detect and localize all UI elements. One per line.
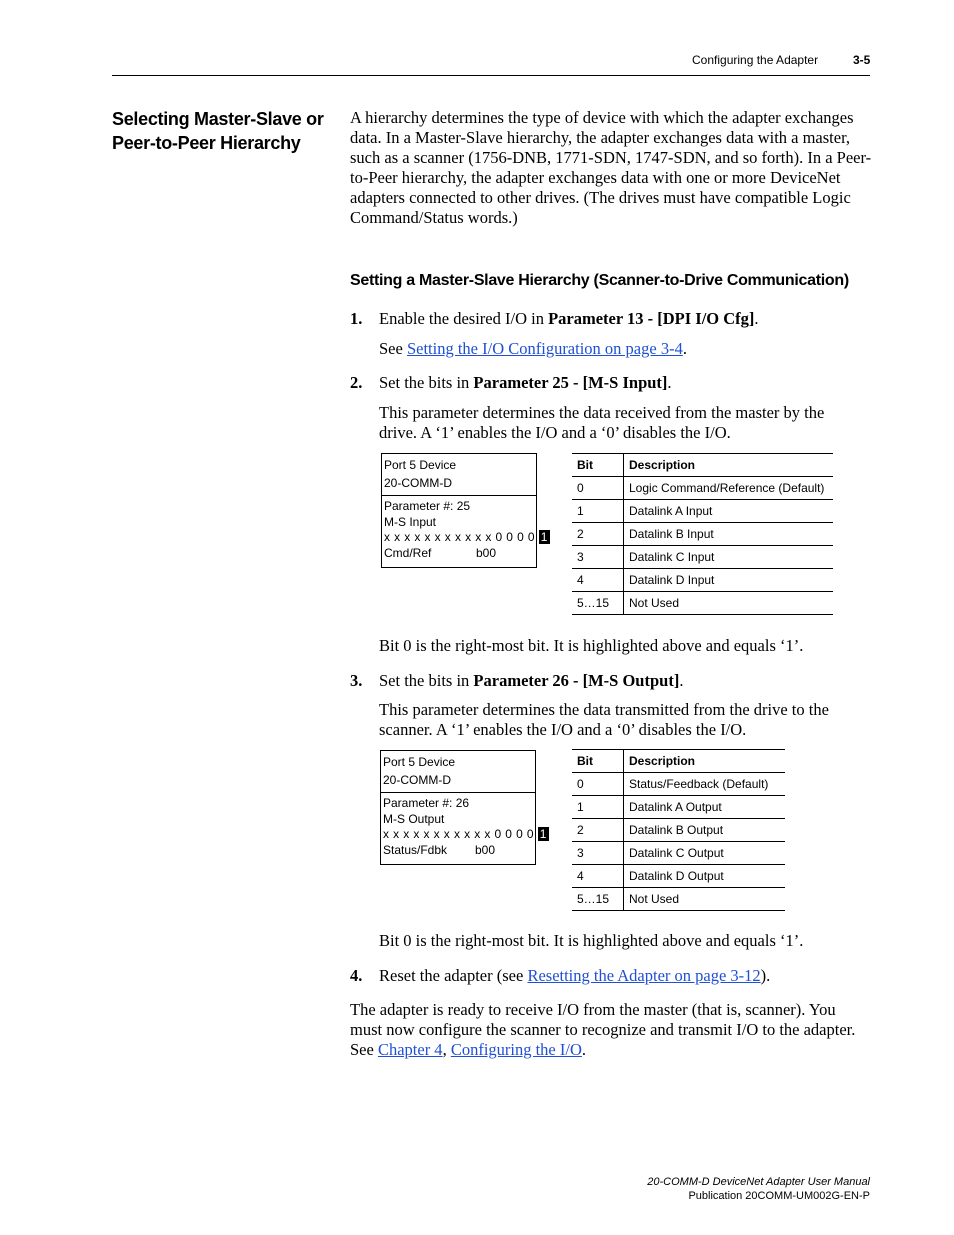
cell-description: Datalink C Input [624,546,834,569]
table-row [572,796,785,819]
cell-bit: 4 [572,865,624,888]
him-bit-string [383,827,547,843]
step3-desc-line2: scanner. A ‘1’ enables the I/O and a ‘0’ disables the I/O. [379,720,747,739]
table-row [572,773,785,796]
cell-bit: 1 [572,500,624,523]
footer-manual-title: 20-COMM-D DeviceNet Adapter User Manual [647,1176,870,1188]
him-device: 20-COMM-D [383,773,451,787]
him-display-ms-output [380,750,547,865]
step3-note: Bit 0 is the right-most bit. It is highlighted above and equals ‘1’. [379,931,804,950]
him-footer-right: b00 [475,545,496,560]
table-row [572,842,785,865]
section-heading-line1: Selecting Master-Slave or [112,109,324,129]
running-header-title: Configuring the Adapter [692,53,819,67]
step1-text [379,309,759,329]
step2-number: 2. [350,373,363,392]
table-header-row [572,454,833,477]
table-row [572,477,833,500]
him-display-header [381,751,535,793]
step2-desc-line2: drive. A ‘1’ enables the I/O and a ‘0’ disables the I/O. [379,423,731,442]
cell-description: Logic Command/Reference (Default) [624,477,834,500]
column-header-bit: Bit [572,750,624,773]
him-device: 20-COMM-D [384,476,452,490]
footer-publication: Publication 20COMM-UM002G-EN-P [688,1190,870,1202]
him-param-name: M-S Input [384,514,437,529]
table-header-row [572,750,785,773]
him-display-body [381,793,547,864]
link-configuring-io[interactable]: Configuring the I/O [450,1040,582,1059]
step4-text [379,966,770,986]
cell-bit: 3 [572,842,624,865]
step1-text-after: . [754,309,759,328]
cell-bit: 2 [572,523,624,546]
step1-text-before: Enable the desired I/O in [379,309,549,328]
cell-bit: 3 [572,546,624,569]
table-row [572,500,833,523]
step3-param: Parameter 26 - [M-S Output] [473,671,680,690]
step3-number: 3. [350,671,363,690]
column-header-bit: Bit [572,454,624,477]
column-header-description: Description [624,750,786,773]
table-row [572,888,785,911]
him-bits: x x x x x x x x x x x 0 0 0 0 [383,827,534,841]
cell-description: Datalink D Output [624,865,786,888]
cell-description: Status/Feedback (Default) [624,773,786,796]
closing-suffix: . [581,1040,587,1059]
table-row [572,819,785,842]
him-display-header [382,454,536,496]
cell-description: Not Used [624,888,786,911]
step3-desc-line1: This parameter determines the data transmitted from the drive to the [379,700,829,719]
him-port: Port 5 Device [383,755,456,769]
closing-see-prefix: See [350,1040,378,1059]
section-heading-line2: Peer-to-Peer Hierarchy [112,133,301,153]
table-row [572,523,833,546]
closing-see [350,1040,586,1060]
ms-output-bit-table [572,749,785,911]
him-display-ms-input [381,453,548,568]
cell-description: Datalink B Input [624,523,834,546]
step1-see [379,339,687,359]
him-param-name: M-S Output [383,811,445,826]
table-row [572,592,833,615]
link-resetting-adapter[interactable]: Resetting the Adapter on page 3-12 [527,966,761,985]
step3-text-before: Set the bits in [379,671,474,690]
step1-see-suffix: . [682,339,687,358]
cell-bit: 2 [572,819,624,842]
him-bits: x x x x x x x x x x x 0 0 0 0 [384,530,535,544]
section-heading [112,107,337,155]
step2-text [379,373,672,393]
cell-description: Datalink D Input [624,569,834,592]
closing-separator: , [442,1040,451,1059]
cell-description: Datalink A Input [624,500,834,523]
him-footer [383,843,533,859]
cell-bit: 0 [572,773,624,796]
him-footer-left: Status/Fdbk [383,842,448,857]
step3-text-after: . [679,671,684,690]
step4-text-before: Reset the adapter (see [379,966,528,985]
cell-description: Datalink A Output [624,796,786,819]
column-header-description: Description [624,454,834,477]
cell-bit: 5…15 [572,592,624,615]
him-bit0-highlight: 1 [540,530,548,544]
intro-paragraph: A hierarchy determines the type of device with which the adapter exchanges data. In a Master-Slave hierarchy, the adapter exchanges data with a master, such as a scanner (1756-DNB, 1771-SDN, 1747-SDN, and so forth). In a Peer-to-Peer hierarchy, the adapter exchanges data with one or more DeviceNet adapters connected to other drives. (The drives must have compatible Logic Command/Status words.) [350,108,872,227]
him-footer-right: b00 [474,842,495,857]
step1-number: 1. [350,309,363,328]
him-bit0-highlight: 1 [539,827,547,841]
link-io-configuration[interactable]: Setting the I/O Configuration on page 3-4 [406,339,683,358]
step3-text [379,671,683,691]
closing-line1: The adapter is ready to receive I/O from the master (that is, scanner). You [350,1000,836,1019]
header-rule [112,75,870,76]
him-param-number: Parameter #: 25 [384,499,471,513]
cell-description: Not Used [624,592,834,615]
cell-bit: 1 [572,796,624,819]
him-param-number: Parameter #: 26 [383,796,470,810]
step2-desc-line1: This parameter determines the data received from the master by the [379,403,825,422]
him-display-body [382,496,548,567]
cell-bit: 4 [572,569,624,592]
him-footer-left: Cmd/Ref [384,545,432,560]
step2-param: Parameter 25 - [M-S Input] [473,373,668,392]
step4-text-after: ). [760,966,771,985]
cell-description: Datalink B Output [624,819,786,842]
ms-input-bit-table [572,453,833,615]
step2-note: Bit 0 is the right-most bit. It is highlighted above and equals ‘1’. [379,636,804,655]
table-row [572,569,833,592]
step1-see-prefix: See [379,339,407,358]
cell-bit: 5…15 [572,888,624,911]
cell-description: Datalink C Output [624,842,786,865]
step4-number: 4. [350,966,363,985]
subheading: Setting a Master-Slave Hierarchy (Scanner-to-Drive Communication) [350,272,849,289]
him-port: Port 5 Device [384,458,457,472]
link-chapter-4[interactable]: Chapter 4 [377,1040,443,1059]
table-row [572,546,833,569]
closing-line2: must now configure the scanner to recognize and transmit I/O to the adapter. [350,1020,856,1039]
cell-bit: 0 [572,477,624,500]
step2-text-before: Set the bits in [379,373,474,392]
step2-text-after: . [667,373,672,392]
him-bit-string [384,530,548,546]
him-footer [384,546,534,562]
table-row [572,865,785,888]
step1-param: Parameter 13 - [DPI I/O Cfg] [548,309,755,328]
page-number: 3-5 [853,53,871,67]
